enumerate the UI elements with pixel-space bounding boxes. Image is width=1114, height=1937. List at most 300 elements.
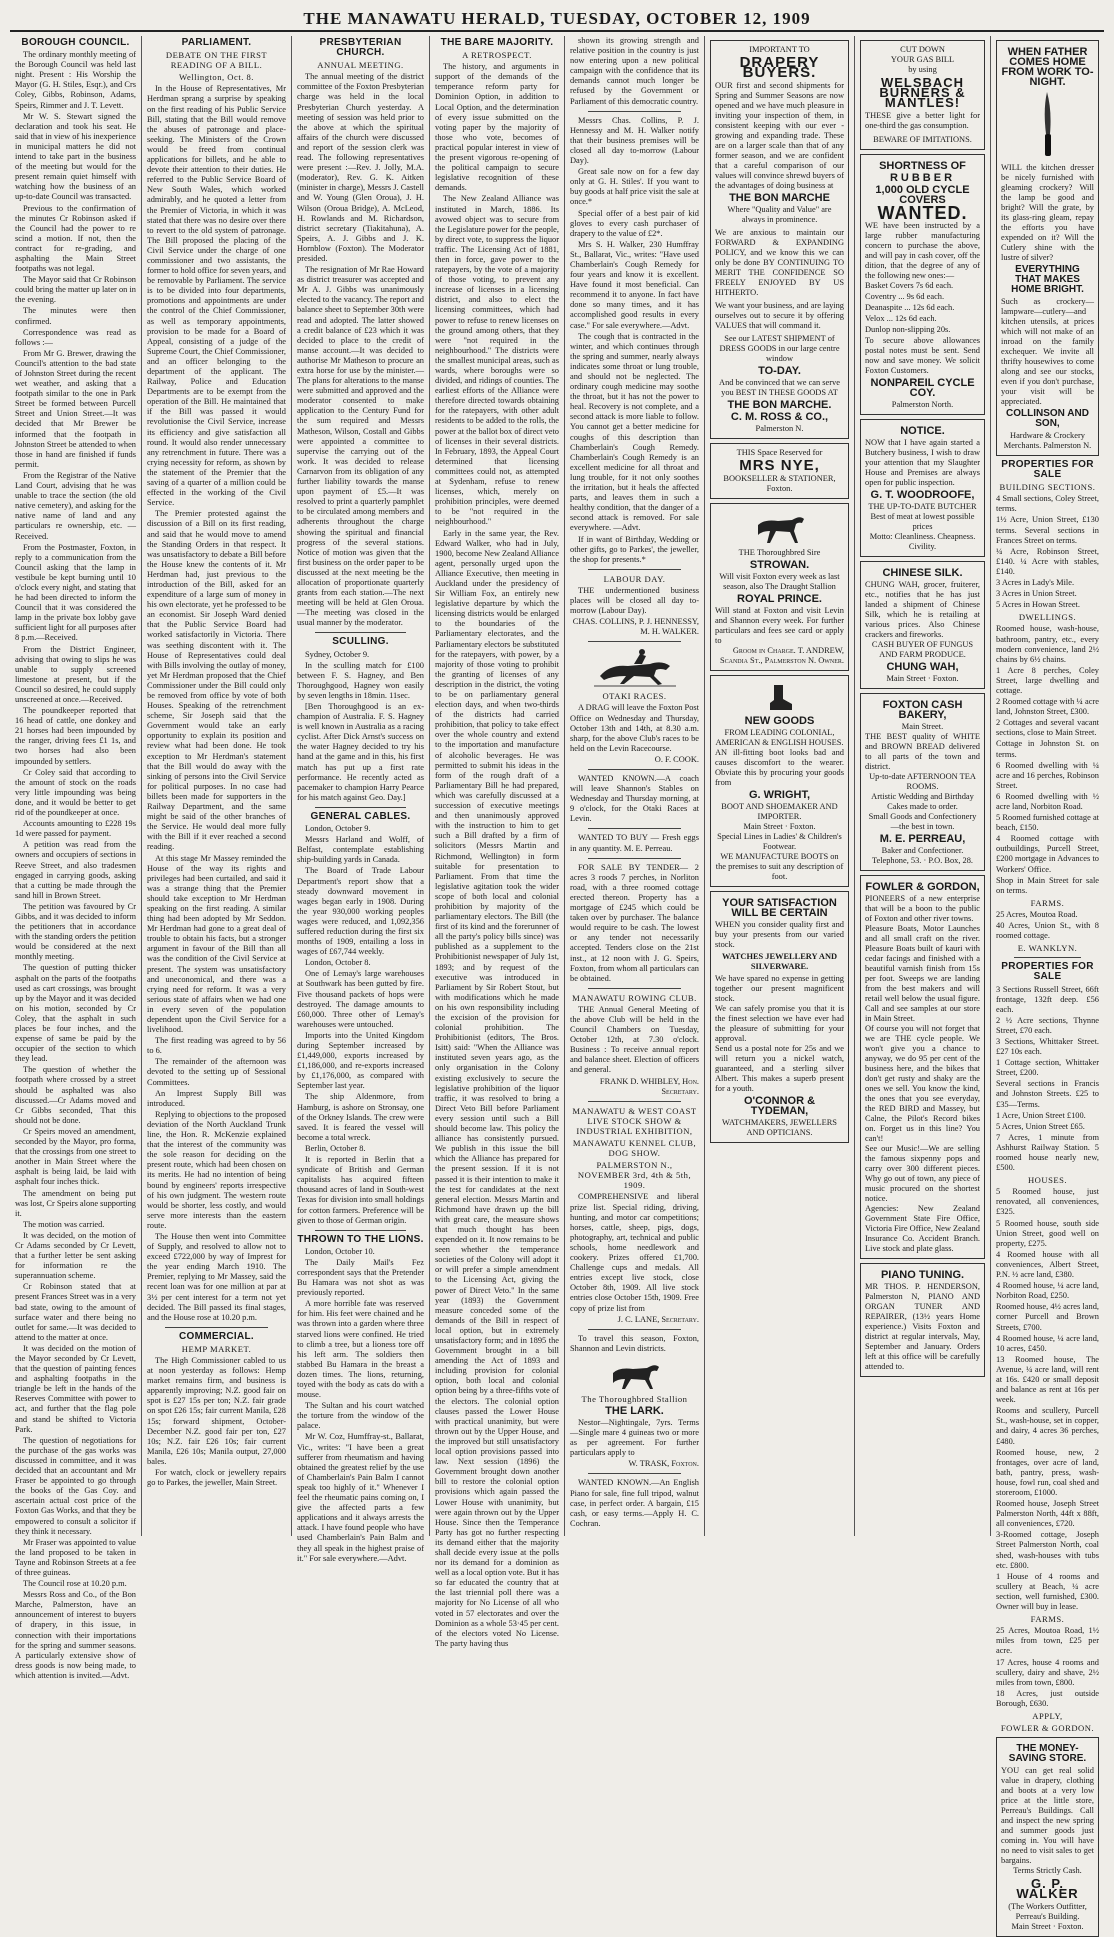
column-7	[855, 36, 991, 1536]
classified-ad: WANTED KNOWN.—A coach will leave Shannon's Stables on Wednesday and Thursday morning, at 9 o'clock, for the Otaki Races at Levin.	[570, 774, 699, 824]
ad-headline: FOXTON CASH BAKERY,	[882, 699, 963, 721]
paragraph: Cr Robinson stated that at present Frances Street was in a very bad state, owing to the amount of surface water and there being no outlet for same.—It was decided to attend to the matter at once.	[15, 1282, 136, 1342]
notice-text: The cough that is contracted in the winter, and which continues through the spring and summer, nearly always indicates some throat or lung trouble, and should not be neglected. The ordinary cough medicine may soothe the throat, but it has not the power to heal. Recovery is not complete, and a second attack is more liable to follow. You cannot get a better medicine for coughs of this description than Chamberlain's Cough Remedy. Chamberlain's Cough Remedy is an excellent medicine for all throat and lung trouble, for it not only soothes the irritation, but it heals the affected parts, and leaves them in such a healthy condition, that the danger of a second attack is removed. For sale everywhere. —Advt.	[570, 331, 699, 533]
fowler-gordon-ad	[860, 875, 985, 1259]
list-item: Roomed house, wash-house, bathroom, pantry, etc., every modern convenience, land 2½ chains by 6½ chains.	[996, 624, 1099, 664]
ad-place: Palmerston North.	[891, 400, 954, 409]
article-body	[570, 36, 699, 107]
paragraph: The House then went into Committee of Supply, and resolved to allow not to exceed £722,000 by way of Imprest for the year ending March 1910. The Premier, replying to Mr Massey, said the recent loan was for one million at par at 3½ per cent interest for a term not yet decided. The Bill passed its final stages, and the House rose at 10.20 p.m.	[147, 1231, 286, 1322]
divider	[315, 807, 406, 808]
list-item: 3 Sections Russell Street, 66ft frontage, 132ft deep. £56 each.	[996, 984, 1099, 1014]
mrs-nye-ad	[710, 443, 849, 499]
stallion-name-text: THE LARK.	[605, 1404, 664, 1417]
ad-text: Agencies: New Zealand Government State Fire Office, Victoria Fire Office, New Zealand Insurance Co. Accident Branch. Live stock and plate glass.	[865, 1204, 980, 1253]
ad-headline: WANTED.	[877, 203, 968, 223]
ad-text: We want your business, and are laying ourselves out to secure it by offering VALUES that will command it.	[715, 301, 844, 330]
ad-head: THE Thoroughbred Sire	[738, 548, 821, 557]
ad-text: Artistic Wedding and Birthday Cakes made to order.	[871, 792, 974, 811]
property-list	[996, 1626, 1099, 1709]
columns	[10, 36, 1104, 1932]
paragraph: It was decided on the motion of the Mayor seconded by Cr Levett, that the question of painting fences and asphalting footpaths in the triangle be left in the hands of the Reserves Committee with power to act, and further that the flag pole and stand be shifted to Victoria Park.	[15, 1343, 136, 1434]
article-title: GENERAL CABLES.	[310, 810, 411, 822]
ad-subtitle: BOOKSELLER & STATIONER,	[723, 474, 836, 483]
paragraph: From Mr G. Brewer, drawing the Council's attention to the bad state of Johnston Street during the recent wet weather, and asking that a footpath similar to the one in Park Street be formed between Purcell Street and Union Street.—It was decided that Mr Brewer be informed that the footpath in Johnston Street be attended to when those in hand are finished if funds permit.	[15, 348, 136, 469]
paragraph: Cr Speirs moved an amendment, seconded by the Mayor, pro forma, that the crossings from one street to another in Main Street where the asphalt is being laid, be laid with asphalt four inches thick.	[15, 1126, 136, 1187]
ad-headline: WHEN FATHER COMES HOME FROM WORK TO-NIGHT.	[1001, 46, 1094, 88]
ad-place: Main Street.	[901, 722, 944, 731]
article-subtitle: HEMP MARKET.	[181, 1343, 252, 1354]
ad-text: YOU can get real solid value in drapery, clothing and boots at a very low price at the little store, Perreau's Buildings. Call and inspect the new spring and summer goods just coming in. You will have no need to visit sales to get bargains.	[1001, 1766, 1094, 1866]
ad-text: Pleasure Boats, Motor Launches and all small craft on the river. Pleasure Boats built of kauri with cedar facings and finished with a beautiful varnish finish from 15s per foot. Sweeps we are landing from the best makers and will retail well below the usual figure. Call and see samples at our store in Main Street.	[865, 924, 980, 1023]
ad-text: Special Lines in Ladies' & Children's Footwear.	[717, 832, 842, 851]
ad-text: Where "Quality and Value" are always in prominence.	[727, 205, 832, 224]
ad-text: CASH BUYER OF FUNGUS AND FARM PRODUCE.	[871, 640, 974, 659]
notice-text: Great sale now on for a few day only at G. H. Stiles'. If you want to buy goods at half price visit the sale at once.*	[570, 167, 699, 207]
paragraph: The Mayor said that Cr Robinson could bring the matter up later on in the evening.	[15, 275, 136, 305]
article-body	[297, 650, 424, 803]
agent-name: E. WANKLYN.	[1017, 943, 1078, 954]
list-item: 3 Acres in Lady's Mile.	[996, 578, 1075, 588]
ad-text: NOW that I have again started a Butchery business, I wish to draw your attention that my Slaughter House and Premises are always open for public inspection.	[865, 438, 980, 487]
ad-text: Motto: Cleanliness. Cheapness. Civility.	[869, 532, 976, 551]
ad-subtitle: 1,000 OLD CYCLE COVERS	[875, 184, 970, 206]
horse-icon	[605, 1357, 665, 1391]
money-saving-store-ad	[996, 1737, 1099, 1937]
paragraph: One of Lemay's large warehouses at Southwark has been gutted by fire. Five thousand packets of hops were destroyed. The damage amounts to £60,000. Three other of Lemay's warehouses were untouched.	[297, 969, 424, 1029]
list-item: 25 Acres, Moutoa Road, 1½ miles from town, £25 per acre.	[996, 1626, 1099, 1656]
article-title: COMMERCIAL.	[179, 1330, 254, 1342]
paragraph: [Ben Thoroughgood is an ex-champion of Australia. F. S. Hagney is well known in Australia as a racing cyclist. After Dick Arnst's success on the water Hagney decided to try his hand at the game and in this, his first match has put up a first rate performance. He recently acted as pacemaker to champion Harry Pearce for his match against Geo. Day.]	[297, 702, 424, 802]
ad-subtitle: PALMERSTON N., NOVEMBER 3rd, 4th & 5th, 1909.	[577, 1160, 692, 1191]
horse-illustration	[715, 511, 844, 545]
paragraph: The Council rose at 10.20 p.m.	[23, 1579, 127, 1589]
collinson-ad	[996, 40, 1099, 456]
stallion-illustration	[570, 1357, 699, 1391]
notice-text: Messrs Chas. Collins, P. J. Hennessy and M. H. Walker notify that their business premises will be closed all day to-morrow (Labour Day).	[570, 115, 699, 166]
divider	[588, 769, 681, 770]
ad-text: We have spared no expense in getting together our present magnificent stock.	[715, 974, 844, 1003]
paragraph: The minutes were then confirmed.	[15, 306, 136, 326]
paragraph: Early in the same year, the Rev. Edward Walker, who had in July, 1900, become New Zealand Alliance agent, personally urged upon the Alliance Executive, then meeting in Auckland under the presidency of Sir William Fox, an entirely new legislative departure by which the licensing districts would be enlarged to the boundaries of the Parliamentary electorates, and the Parliamentary electors be substituted for the ratepayers, with power, by a majority of those voting to prohibit the granting of licenses of any description in the district, the voting to be on parliamentary general election days, and when two-thirds of the districts had carried prohibition, that policy to take effect over the whole country and extend to the importation and manufacture of alcoholic beverages. He was permitted to submit his ideas in the form of the rough draft of a Parliamentary Bill he had prepared, which was carefully discussed at a succession of executive meetings and then unanimously approved with the instruction to him to get such a Bill drafted by a firm of solicitors (Messrs Martin and Richmond, Wellington) in form suitable for presentation to Parliament. From that time the legislative agitation took the wider scope of both local and colonial prohibition by majority of the parliamentary electors. The Bill (the first of its kind and the forerunner of all the party's policy bills since) was published as a supplement to the Prohibitionist newspaper of July 1st, 1893; and by request of the executive was introduced in Parliament by Sir Robert Stout, but with modifications which he made on his own responsibility including the excision of the provision for colonial prohibition. The Prohibitionist (editors, The Bros. Isitt) said: "When the Alliance was instituted seven years ago, as the only organisation in the Colony existing exclusively to secure the legislative prohibition of the liquor traffic, it was resolved to bring a Direct Veto Bill before Parliament every session until such a Bill should become law. This policy the alliance has consistently pursued. We publish in this issue the bill which the Alliance has prepared for the present session. If it is not passed it is their intention to make it the test for candidates at the next general election. Messrs Martin and Richmond have drawn up the bill with great care, the measure shows that much thought has been expended on it. It now remains to be seen whether the temperance societies of the Colony will adopt it or will prefer a simple amendment to the Licensing Act, giving the power of Direct Veto." In the same year (1893) the Government measure conceded some of the demands of the Bill in respect of local option, but in extremely unsatisfactory form; and in 1895 the Government brought in a bill amending the Act of 1893 and including provision for colonial option, both local and colonial option being by a three-fifths vote of the electors. The colonial option clauses passed the Lower House with practical unanimity, but were thrown out by the Upper House, and the improved but still unsatisfactory local option provisions passed into law. Next session (1896) the Government brought down another bill to restore the colonial option provisions which again passed the Lower House with unanimity, but were again thrown out by the Upper House. Since then the Temperance Party has got no further respecting its demand either that the majority shall decide every issue at the polls nor its demand for a dominion as well as a local option vote. But it has so far educated the country that at the last triennial poll there was a majority for No License of all who voted in 57 electorates and over the Dominion as a whole 53·45 per cent. of the electors voted No License. The party having thus	[435, 528, 559, 1648]
list-item: 5 Roomed furnished cottage at beach, £150.	[996, 813, 1099, 833]
ad-signature: W. TRASK, Foxton.	[628, 1459, 699, 1469]
dateline: Wellington, Oct. 8.	[179, 72, 254, 83]
list-item: 5 Acres, Union Street £65.	[996, 1121, 1085, 1131]
ad-place: Main Street · Foxton.	[1011, 1922, 1084, 1932]
article-title: SCULLING.	[332, 636, 389, 648]
paragraph: At this stage Mr Massey reminded the House of the way its rights and privileges had been curtailed, and said it was a strange thing that the Premier should take exception to Mr Herdman speaking on the first reading. A similar thing had been adopted by Mr Seddon. Mr Herdman had gone to a great deal of trouble to obtain his facts, but a stronger argument in favour of the Bill than all was the condition of the Civil Service at present. The system was unsatisfactory and uneconomical, and there was a crying need for reform. It was a very serious state of affairs when we had one in every seven of the population dependent upon the Civil Service for a livelihood.	[147, 853, 286, 1035]
ad-subtitle: FROM LEADING COLONIAL, AMERICAN & ENGLISH HOUSES.	[715, 728, 844, 747]
ad-text: Send us a postal note for 25s and we will return you a nickel watch, guaranteed, and a sterling silver Albert. This makes a superb present for a youth.	[715, 1044, 844, 1093]
property-list	[996, 494, 1099, 610]
ad-headline: DRAPERY BUYERS.	[739, 54, 820, 81]
list-item: 6 Roomed dwelling with ¼ acre and 16 perches, Robinson Street.	[996, 760, 1099, 790]
ad-title: MANAWATU & WEST COAST LIVE STOCK SHOW & INDUSTRIAL EXHIBITION,	[572, 1105, 697, 1136]
ad-text: See our LATEST SHIPMENT of DRESS GOODS in our large centre window	[719, 334, 840, 363]
butcher-notice	[860, 419, 985, 557]
paragraph: Imports into the United Kingdom during September increased by £1,449,000, exports increased by £1,186,000, and re-exports increased by £1,176,000, as compared with September last year.	[297, 1030, 424, 1091]
masthead: THE MANAWATU HERALD, TUESDAY, OCTOBER 12, 1909	[10, 8, 1104, 32]
paragraph: Messrs Ross and Co., of the Bon Marche, Palmerston, have an announcement of interest to buyers of drapery, in this issue, in connection with their importations for the spring and summer seasons. A particularly extensive show of dress goods is now being made, to which attention is invited.—Advt.	[15, 1590, 136, 1680]
ad-text: Such as crockery—lampware—cutlery—and kitchen utensils, at prices which will not make of an inroad on the family exchequer. We invite all thrifty housewives to come along and see our stocks, even if you don't purchase, your visit will be appreciated.	[1001, 297, 1094, 406]
ad-place: Main Street · Foxton.	[743, 822, 816, 831]
notice-text: If in want of Birthday, Wedding or other gifts, go to Parkes', the jeweller, the shop for presents.*	[570, 534, 699, 564]
paragraph: The Premier protested against the discussion of a Bill on its first reading, and said that he would move to amend the Standing Orders in that respect. It was unsatisfactory to debate a Bill before the House knew the contents of it. Mr Herdman had, just previous to the introduction of the Bill, asked for an expenditure of a large sum of money in his own electorate, yet he professed to be an economist. Sir Joseph Ward denied that the Public Service Board had worked satisfactorily in Victoria. There was seething discontent with it. The House of Representatives could deal with Bills involving the outlay of money, yet Mr Herdman proposed that the Chief Commissioner under the Bill could only be removed from office by vote of both Houses. Speaking of the retrenchment scheme, Sir Joseph said that the Government would take an early opportunity to explain its position and review what had been done. He took exception to Mr Herdman's statement that the Bill would do away with the sinking of persons into the Civil Service for political purposes. In no case had billets been made for supporters in the Railway Department, and the same might be said of the other branches of the Service. He would deal more fully with the Bill if it ever reached a second reading.	[147, 509, 286, 852]
list-item: 2 Cottages and several vacant sections, close to Main Street.	[996, 718, 1099, 738]
paragraph: London, October 9.	[305, 824, 371, 834]
property-list	[996, 624, 1099, 895]
ad-text: (The Workers Outfitter, Perreau's Building.	[1008, 1902, 1087, 1922]
paragraph: Berlin, October 8.	[305, 1143, 366, 1153]
ad-headline: NOTICE.	[900, 425, 945, 437]
section-subtitle: HOUSES.	[1027, 1175, 1068, 1186]
list-item: Shop in Main Street for sale on terms.	[996, 875, 1099, 895]
ad-head: THIS Space Reserved for	[736, 448, 823, 457]
paragraph: In the House of Representatives, Mr Herdman sprang a surprise by speaking on the first reading of his Public Service Bill, stating that the Bill would remove the abuses of patronage and place-seeking. The Ministers of the Crown would be freed from continual applications for billets, and he able to devote their attention to their duties. He referred to the Public Service Board of New South Wales, which worked admirably, and he quoted a letter from the Premier of Victoria, in which it was stated that there was no desire over there to revert to the old system of patronage. The Bill proposed the placing of the Civil Service under the charge of one commissioner and two assistants, the former to hold office for seven years, and be removable by Parliament. The service is to be divided into four departments, promotions and appointments are under the control of the Chief Commissioner, as well as temporary appointments, provision to be made for a Board of Appeal, consisting of a judge of the Supreme Court, the Chief Commissioner, and an officer belonging to the department of the applicant. The Railway, Police and Education Departments are to be exempt from the operation of the Bill. He maintained that if the Bill was passed it would revolutionise the Civil Service, increase its efficiency and give satisfaction all round. It would also render unnecessary any retrenchment in future. There was a crying necessity for reform, as shown by the statement of the Premier that the saving of a quarter of a million could be effected in the working of the Civil Service.	[147, 84, 286, 508]
ad-title: The Thoroughbred Stallion	[581, 1393, 688, 1404]
ad-headline: NEW GOODS	[744, 715, 815, 727]
notice-text: Special offer of a best pair of kid gloves to every cash purchaser of drapery to the value of £2*.	[570, 208, 699, 238]
paragraph: Mr W. S. Stewart signed the declaration and took his seat. He said that in view of his inexperience in municipal matters he did not intend to take part in the business of the meeting but would for the present remain quiet himself with watching how the business of an up-to-date Council was transacted.	[15, 111, 136, 202]
list-item: Several sections in Francis and Johnston Streets. £25 to £35—Terms.	[996, 1079, 1099, 1109]
ad-text: Small Goods and Confectionery—the best in town.	[868, 812, 977, 831]
paragraph: Replying to objections to the proposed deviation of the North Auckland Trunk line, the Hon. R. McKenzie explained that the interest of the community was the sole reason for deciding on the present route, which had been chosen on its merits. He had no intention of being bound by engineers' reports irrespective of his own judgment. The western route would be shorter, less costly, and would serve more interests than the eastern route.	[147, 1109, 286, 1230]
firm-name: G. T. WOODROOFE,	[870, 489, 975, 501]
list-item: 17 Acres, house 4 rooms and scullery, dairy and shave, 2½ miles from town, £800.	[996, 1657, 1099, 1687]
paragraph: The petition was favoured by Cr Gibbs, and it was decided to inform the petitioners that in accordance with the standing orders the petition would be considered at the next monthly meeting.	[15, 901, 136, 962]
list-item: 13 Roomed house, The Avenue, ¼ acre land, will rent at 16s. £420 or small deposit and balance as rent at 16s per week.	[996, 1354, 1099, 1405]
divider	[588, 641, 681, 642]
firm-name: CHUNG WAH,	[886, 661, 959, 673]
list-item: Velox ... 12s 6d each.	[865, 314, 937, 323]
ad-text: COMPREHENSIVE and liberal prize list. Special riding, driving, hunting, and motor car competitions; horses, cattle, sheep, pigs, dogs, photography, art, technical and public schools, home needlework and cookery. Prizes offered £1,700. Challenge cups and medals. All entries except live stock, close October 8th, 1909. All live stock entries close October 15th, 1909. Free copy of prize list from	[570, 1192, 699, 1313]
list-item: 4 Roomed cottage with outbuildings, Purcell Street, £200 mortgage in Advances to Workers' Office.	[996, 834, 1099, 874]
ad-text: YOUR GAS BILL	[890, 55, 955, 64]
ad-text: We are anxious to maintain our FORWARD & EXPANDING POLICY, and we know this we can only be done BY CONTINUING TO MERIT THE CONFIDENCE SO FREELY ENJOYED BY US HITHERTO.	[715, 228, 844, 297]
firm-name: M. E. PERREAU,	[879, 833, 966, 845]
ad-text: CHUNG WAH, grocer, fruiterer, etc., notifies that he has just landed a shipment of Chinese Silk, which he is retailing at various prices. Also Chinese crackers and fireworks.	[865, 580, 980, 639]
ad-signature: O. F. COOK.	[654, 754, 699, 764]
divider	[588, 1329, 681, 1330]
divider	[315, 1230, 406, 1231]
article-title: PRESBYTERIAN CHURCH.	[319, 37, 402, 59]
bon-marche-ad	[710, 40, 849, 439]
paragraph: The Daily Mail's Fez correspondent says that the Pretender Bu Hamara was not shot as was previously reported.	[297, 1257, 424, 1298]
agent-name: FOWLER & GORDON.	[1000, 1723, 1095, 1734]
ad-title: MANAWATU KENNEL CLUB, DOG SHOW.	[572, 1138, 697, 1159]
horse-jockey-icon	[590, 646, 680, 688]
column-6	[705, 36, 855, 1536]
list-item: 5 Acres in Howan Street.	[996, 600, 1080, 610]
jewellers-ad	[710, 891, 849, 1143]
list-item: 5 Roomed house, south side Union Street, good well on property, £275.	[996, 1218, 1099, 1248]
classified-ad: WANTED TO BUY — Fresh eggs in any quantity. M. E. Perreau.	[570, 833, 699, 853]
ad-signature: CHAS. COLLINS, P. J. HENNESSY, M. H. WALKER.	[572, 617, 699, 637]
ad-title: OTAKI RACES.	[602, 691, 667, 702]
ad-place: Main Street · Foxton.	[886, 674, 959, 683]
ad-text: Will visit Foxton every week as last season, also The Draught Stallion	[719, 572, 840, 591]
paragraph: The motion was carried.	[23, 1219, 105, 1229]
article-body	[297, 824, 424, 1226]
paragraph: A petition was read from the owners and occupiers of sections in Reeve Street, and also tradesmen engaged in carrying goods, asking that a cutting be made through the sand hill in Brown Street.	[15, 840, 136, 900]
list-item: 1 Acre 8 perches, Coley Street, large dwelling and cottage.	[996, 665, 1099, 695]
paragraph: The history, and arguments in support of the demands of the temperance reform party for Dominion Option, in addition to Local Option, and the determination of every issue submitted on the voting paper by the majority of those who vote, becomes of practical popular interest in view of the present vigorous re-opening of the political campaign to secure legislative recognition of these demands.	[435, 62, 559, 193]
ad-subtitle: WATCHES JEWELLERY AND SILVERWARE.	[721, 952, 838, 971]
paragraph: From the Registrar of the Native Land Court, advising that he was unable to trace the section (the old native cemetery), and asking for the native name of land and any particulars re ownership, etc. —Received.	[15, 470, 136, 541]
list-item: 3 Acres in Union Street.	[996, 589, 1077, 599]
paragraph: An Imprest Supply Bill was introduced.	[147, 1088, 286, 1108]
racehorse-illustration	[570, 646, 699, 688]
ad-text: WE have been instructed by a large rubber manufacturing concern to purchase the above, and will pay in cash cover, off the dition, that the degree of any of the following new ones:—	[865, 221, 980, 280]
ad-place: Palmerston N.	[755, 424, 804, 433]
list-item: Rooms and scullery, Purcell St., wash-house, set in copper, and dairy, 4 acres 36 perches, £480.	[996, 1406, 1099, 1446]
paragraph: The Sultan and his court watched the torture from the window of the palace.	[297, 1401, 424, 1431]
firm-name: O'CONNOR & TYDEMAN,	[743, 1095, 816, 1117]
list-item: Dunlop non-slipping 20s.	[865, 325, 951, 334]
section-subtitle: FARMS.	[1030, 1614, 1065, 1625]
article-title: PARLIAMENT.	[181, 37, 252, 48]
ad-text: WATCHMAKERS, JEWELLERS AND OPTICIANS.	[722, 1118, 837, 1137]
section-subtitle: DWELLINGS.	[1018, 612, 1077, 623]
article-body	[147, 84, 286, 1322]
paragraph: The High Commissioner cabled to us at noon yesterday as follows: Hemp market remains firm, and business is apparently improving; N.Z. good fair on spot is £27 15s per ton; N.Z. fair grade on spot £26 15s; fair current Manila, £28 15s; forward shipment, October-December N.Z. good fair per ton, £27 10s; N.Z. fair £26 10s; fair current Manila, £26 10s; Manila output, 27,000 bales.	[147, 1356, 286, 1466]
list-item: 2 ½ Acre sections, Thynne Street, £70 each.	[996, 1015, 1099, 1035]
paragraph: The resignation of Mr Rae Howard as district treasurer was accepted and Mr A. J. Gibbs was unanimously elected to the vacancy. The report and balance sheet to September 30th were read and adopted. The latter showed a credit balance of £23 which it was decided to place to the credit of manse account.—It was decided to authorise Mr Matheson to procure an extra horse for use by the minister.—The plans for alterations to the manse were submitted and approved and the moderator consented to make application to the Century Fund for the sum required and Messrs Matheson, Wilson, Costall and Gibbs were appointed a committee to supervise the carrying out of the work. It was decided to release Carnarvon from its obligation of any further liability towards the manse upon payment of £5.—It was resolved to print a quarterly pamphlet to be circulated among members and adherents throughout the charge showing the spiritual and financial progress of the several stations. Notice of motion was given that the first business on the order paper to be discussed at the next meeting be the allocation of proportionate quarterly grants from each station.—The next meeting will be held at Glen Oroua.—The meeting was closed in the usual manner by the moderator.	[297, 265, 424, 628]
ad-signature: Groom in Charge. T. ANDREW, Scandia St., Palmerston N. Owner.	[719, 646, 844, 665]
divider	[588, 1473, 681, 1474]
ad-signature: FRANK D. WHIBLEY, Hon. Secretary.	[599, 1076, 699, 1096]
list-item: 4 Small sections, Coley Street, terms.	[996, 494, 1099, 514]
article-subtitle: DEBATE ON THE FIRST READING OF A BILL.	[165, 50, 268, 71]
ad-subtitle: THE UP-TO-DATE BUTCHER	[868, 502, 977, 511]
section-subtitle: FARMS.	[1030, 897, 1065, 908]
list-item: 3 Sections, Whittaker Street. £27 10s each.	[996, 1036, 1099, 1057]
paragraph: In the sculling match for £100 between F. S. Hagney, and Ben Thoroughgood, Hagney won easily by seven lengths in 18min. 11sec.	[297, 660, 424, 700]
firm-name: G. WRIGHT,	[748, 789, 811, 801]
classified-ad: WANTED KNOWN.—An English Piano for sale, fine full tripod, walnut case, in perfect order. A bargain, £15 cash, or easy terms.—Apply H. C. Cochran.	[570, 1478, 699, 1528]
article-body	[297, 72, 424, 628]
ad-text: WILL the kitchen dresser be nicely furnished with gleaming crockery? Will the lamp be good and bright? Will the grate, by its glass-ring gleam, repay the efforts you have expended on it? Will the Cutlery shine with the lustre of silver?	[1001, 163, 1094, 262]
list-item: 6 Roomed dwelling with ½ acre land, Norbiton Road.	[996, 791, 1099, 811]
knife-illustration	[1001, 90, 1094, 160]
ad-text: Telephone, 53. · P.O. Box, 28.	[871, 856, 974, 865]
ad-text: OUR first and second shipments for Spring and Summer Seasons are now opened and we have much pleasure in inviting your inspection of them, in consistent keeping with our ever - growing and expanding trade. These are on a larger scale than that of any former season, and we are confident that a careful comparison of our values will convince shrewd buyers of the advantages of doing business at	[715, 81, 844, 190]
draught-horse-icon	[752, 511, 808, 545]
article-title: THROWN TO THE LIONS.	[297, 1233, 424, 1245]
ad-headline: RUBBER	[889, 172, 956, 184]
paragraph: shown its growing strength and relative position in the country is just now entering upon a new political campaign with the confidence that its demands cannot much longer be refused by the Government or Parliament of this democratic country.	[570, 36, 699, 106]
paragraph: From the Postmaster, Foxton, in reply to a communication from the Council asking that the lamp in vestibule be kept burning until 10 o'clock every night, and stating that he had been directed to inform the Council that it was considered the lamp in the private box lobby gave sufficient light for all purposes after 8 p.m.—Received.	[15, 542, 136, 643]
ad-text: MR THOS. P. HENDERSON, Palmerston N, PIANO AND ORGAN TUNER AND REPAIRER, (13½ years Home experience.) Visits Foxton and district at regular intervals, May, September and January. Orders left at this office will be carefully attended to.	[865, 1282, 980, 1371]
paragraph: Mr Fraser was appointed to value the land proposed to be taken in Tayne and Robinson Streets at a fee of three guineas.	[15, 1537, 136, 1577]
divider	[588, 111, 681, 112]
paragraph: For watch, clock or jewellery repairs go to Parkes, the jeweller, Main Street.	[147, 1468, 286, 1488]
ad-text: BOOT AND SHOEMAKER AND IMPORTER.	[721, 802, 838, 821]
list-item: Cottage in Johnston St. on terms.	[996, 739, 1099, 759]
ad-text: Will stand at Foxton and visit Levin and Shannon every week. For further particulars and fees see card or apply to	[715, 606, 844, 645]
paragraph: Messrs Harland and Wolff, of Belfast, contemplate establishing ship-building yards in Canada.	[297, 835, 424, 865]
piano-ad	[860, 1263, 985, 1377]
ad-head: CUT DOWN	[900, 45, 945, 54]
rubber-ad	[860, 154, 985, 415]
ad-headline: YOUR SATISFACTION WILL BE CERTAIN	[722, 897, 837, 919]
column-1	[10, 36, 142, 1680]
list-item: 7 Acres, 1 minute from Ashhurst Railway Station. 5 roomed house nearly new, £500.	[996, 1132, 1099, 1173]
ad-text: To secure above allowances postal notes must be sent. Send now and save money. We solicit Foxton Customers.	[865, 336, 980, 375]
firm-name: COLLINSON AND SON,	[1006, 408, 1089, 429]
ad-text: THE BEST quality of WHITE and BROWN BREAD delivered to all parts of the town and district.	[865, 732, 980, 771]
divider	[1014, 957, 1081, 958]
divider	[588, 988, 681, 989]
boot-illustration	[715, 683, 844, 713]
price-list	[865, 281, 980, 335]
section-subtitle: BUILDING SECTIONS.	[999, 482, 1096, 493]
divider	[588, 1101, 681, 1102]
ad-headline: PIANO TUNING.	[880, 1269, 965, 1281]
stallion-name	[570, 1406, 699, 1416]
article-body	[297, 1247, 424, 1564]
section-title: PROPERTIES FOR SALE	[1001, 459, 1094, 481]
list-item: 18 Acres, just outside Borough, £630.	[996, 1688, 1099, 1708]
list-item: 2 Roomed cottage with ¼ acre land, Johnston Street, £300.	[996, 697, 1099, 717]
paragraph: From the District Engineer, advising that owing to slips he was unable to supply screened limestone at present, but if the Council so desired, he could supply unscreened at once.—Received.	[15, 644, 136, 704]
divider	[588, 828, 681, 829]
classified-ad: FOR SALE BY TENDER— 2 acres 3 roods 7 perches, in Norliton road, with a three roomed cottage erected thereon. Property has a mortgage of £245 which could be taken over by purchaser. The balance would require to be cash. The lowest or any tender not necessarily accepted. Tenders close on the 21st inst., at 12 noon with J. G. Speirs, Foxton, from whom all particulars can be obtained.	[570, 862, 699, 983]
column-4	[430, 36, 565, 1648]
ad-head: SHORTNESS OF	[879, 160, 966, 172]
paragraph: The New Zealand Alliance was instituted in March, 1886. Its avowed object was to secure from the Legislature power for the people, by direct vote, to suppress the liquor traffic. The Licensing Act of 1881, then in force, gave power to the ratepayers, by the vote of a majority of those voting, to prevent any increase of licenses in a licensing district, and also to elect the licensing committees, which had power to refuse to renew licenses on the ground among others, that they were "not required in the neighbourhood." The districts were the smallest municipal areas, such as wards, where boroughs were so divided, and ridings of counties. The earliest efforts of the Alliance were therefore directed towards obtaining for the ratepayers, with other adult residents to be added to the rolls, the power at the ballot box of direct veto of licenses in their several districts. In February, 1893, the Appeal Court determined that licensing committees could not, as attempted at Sydenham, refuse to renew licenses, which, merely on prohibition principles, were deemed to be "not required in the neighbourhood."	[435, 194, 559, 527]
paragraph: The amendment on being put was lost, Cr Speirs alone supporting it.	[15, 1188, 136, 1218]
firm-name: C. M. ROSS & CO.,	[730, 411, 829, 423]
list-item: Roomed house, 4½ acres land, corner Purcell and Brown Streets, £700.	[996, 1302, 1099, 1332]
firm-name: G. P. WALKER	[1016, 1876, 1079, 1902]
ad-text: THE undermentioned business places will be closed all day to-morrow (Labour Day).	[570, 585, 699, 616]
boot-icon	[765, 683, 795, 713]
list-item: ¼ Acre, Robinson Street, £140. ¼ Acre with stables, £140.	[996, 546, 1099, 576]
ad-text: See our Music!—We are selling the famous sixpenny pops and carry over 300 different pieces. Why go out of town, any piece of music procured on the shortest notice.	[865, 1144, 980, 1203]
ad-text: by using	[908, 65, 937, 74]
ad-text: WHEN you consider quality first and buy your presents from our varied stock.	[715, 920, 844, 949]
ad-text: THESE give a better light for one-third the gas consumption.	[865, 111, 980, 130]
paragraph: The ship Aldenmore, from Hamburg, is ashore on Stronsay, one of the Orkney Islands. The crew were saved. It is feared the vessel will become a total wreck.	[297, 1092, 424, 1142]
divider	[588, 858, 681, 859]
list-item: 5 Roomed house, just renovated, all conveniences, £325.	[996, 1187, 1099, 1217]
article-body	[435, 62, 559, 1649]
list-item: Coventry ... 9s 6d each.	[865, 292, 945, 301]
list-item: 40 Acres, Union St., with 8 roomed cottage.	[996, 921, 1099, 941]
article-title: THE BARE MAJORITY.	[440, 37, 554, 48]
divider	[165, 1327, 268, 1328]
property-list	[996, 910, 1099, 941]
firm-name: FOWLER & GORDON,	[865, 881, 980, 893]
ad-emphasis: TO-DAY.	[758, 365, 801, 377]
paragraph: The poundkeeper reported that 16 head of cattle, one donkey and 21 horses had been impounded by the ranger, driving fees £1 1s, and two horses had also been impounded by settlers.	[15, 706, 136, 766]
ad-headline: ROYAL PRINCE.	[737, 593, 822, 605]
ad-text: WE MANUFACTURE BOOTS on the premises to suit any description of foot.	[715, 852, 844, 881]
paragraph: The question of putting thicker asphalt on the parts of the footpaths used as cart crossings, was brought up by the Mayor and it was decided on his motion, seconded by Cr Coley, that the asphalt in such places be four inches, and the expense of same be paid by the occupier of the section to which they lead.	[15, 963, 136, 1064]
ad-text: A DRAG will leave the Foxton Post Office on Wednesday and Thursday, October 13th and 14th, at 8.30 a.m. sharp, for the above Club's races to be held on the Levin Racecourse.	[570, 703, 699, 753]
ad-headline: WELSBACH BURNERS & MANTLES!	[879, 75, 966, 110]
divider	[315, 632, 406, 633]
strowan-ad	[710, 503, 849, 671]
ad-text: Nestor—Nightingale, 7yrs. Terms—Single mare 4 guineas two or more as per agreement. For further particulars apply to	[570, 1417, 699, 1458]
article-body	[147, 1356, 286, 1488]
paragraph: London, October 10.	[305, 1246, 375, 1256]
ad-text: Baker and Confectioner.	[881, 846, 964, 855]
ad-text: Up-to-date AFTERNOON TEA ROOMS.	[869, 772, 976, 791]
paragraph: It is reported in Berlin that a syndicate of British and German capitalists has acquired fifteen thousand acres of land in South-west Texas for division into small holdings for cotton farmers. Preference will be given to those of German origin.	[297, 1155, 424, 1225]
ad-text: Of course you will not forget that we are THE cycle people. We won't give you a chance to anyway, we do 95 per cent of the business here, and the bikes that don't get rusty and shaky are the ones we sell. You know the kind, the ones that you see everyday, the RED BIRD and Massey, but Calne, the Pilot's Record bikes on. Forget us in this line? You can't!	[865, 1024, 980, 1143]
ad-text: We can safely promise you that it is the finest selection we have ever had the pleasure of submitting for your approval.	[715, 1004, 844, 1043]
paragraph: The annual meeting of the district committee of the Foxton Presbyterian charge was held in the local Presbyterian Church yesterday. A meeting of session was held prior to the above at which the spiritual affairs of the church were discussed and report of the session clerk was read. The following representatives were present :—Rev. J. Jolly, M.A. (moderator), Rev. G. K. Aitken (minister in charge), Messrs J. Castell and W. Young (Glen Oroua), J. H. Wilson (Oroua Bridge), A. McLeod, H. Rowlands and M. Richardson, district secretary (Tiakitahuna), A. Speirs, A. J. Gibbs and J. K. Hornblow (Foxton). The Moderator presided.	[297, 72, 424, 263]
paragraph: The first reading was agreed to by 56 to 6.	[147, 1036, 286, 1056]
paragraph: The question of whether the footpath where crossed by a street should be asphalted was also discussed.—Cr Adams moved and Cr Gibbs seconded, That this should not be done.	[15, 1065, 136, 1125]
ad-subtitle: EVERYTHING THAT MAKES HOME BRIGHT.	[1011, 264, 1084, 295]
article-body	[15, 50, 136, 1681]
list-item: Basket Covers 7s 6d each.	[865, 281, 954, 290]
paragraph: The remainder of the afternoon was devoted to the setting up of Sessional Committees.	[147, 1057, 286, 1087]
ad-title: LABOUR DAY.	[603, 573, 666, 584]
paragraph: The Board of Trade Labour Department's report show that a steady downward movement in wages began early in 1908. During the year 930,000 working peoples wages were reduced, and 1,092,356 suffered reduction during the first six months of 1909, entailing a loss in wages of £67,744 weekly.	[297, 866, 424, 957]
article-title: BOROUGH COUNCIL.	[21, 37, 130, 48]
paragraph: Accounts amounting to £228 19s 1d were passed for payment.	[15, 819, 136, 839]
store-name: THE BON MARCHE	[729, 192, 830, 204]
ad-text: THE Annual General Meeting of the above Club will be held in the Council Chambers on Tuesday, October 12th, at 7.30 o'clock. Business : To receive annual report and balance sheet. Election of officers and general.	[570, 1004, 699, 1075]
ad-text: Hardware & Crockery Merchants. Palmerston N.	[1003, 431, 1092, 450]
list-item: 1 Cottage section, Whittaker Street, £200.	[996, 1058, 1099, 1078]
list-item: 4 Roomed house with all conveniences, Albert Street, P.N. ½ acre land, £380.	[996, 1249, 1099, 1280]
wright-boots-ad	[710, 675, 849, 887]
property-list	[996, 1187, 1099, 1612]
chinese-silk-ad	[860, 561, 985, 689]
firm-name: NONPAREIL CYCLE COY.	[870, 377, 975, 399]
column-2	[142, 36, 292, 1536]
store-name: THE BON MARCHE.	[727, 399, 832, 411]
ad-text: PIONEERS of a new enterprise that will be a boon to the public of Foxton and other river towns.	[865, 894, 980, 923]
notice-text: Mrs S. H. Walker, 230 Humffray St., Ballarat, Vic., writes: "Have used Chamberlain's Cough Remedy for four years and know it is excellent. Have found it most beneficial. Can recommend it to anyone. In fact have done so many times, and it has accomplished good results in every case." For sale everywhere.—Advt.	[570, 239, 699, 330]
column-3	[292, 36, 430, 1563]
section-title: PROPERTIES FOR SALE	[1001, 961, 1094, 983]
ad-headline: CHINESE SILK.	[882, 567, 963, 579]
ad-headline: STROWAN.	[749, 559, 810, 571]
list-item: 1 Acre, Union Street £100.	[996, 1110, 1086, 1120]
paragraph: Correspondence was read as follows :—	[15, 327, 136, 347]
list-item: Deanaspite ... 12s 6d each.	[865, 303, 955, 312]
ad-warning: BEWARE OF IMITATIONS.	[873, 135, 972, 144]
paragraph: The question of negotiations for the purchase of the gas works was discussed in committee, and it was decided that an accountant and Mr Fraser be appointed to go through the books of the Gas Coy. and ascertain actual cost price of the Foxton Gas Works, and that they be empowered to consult a solicitor if they think it necessary.	[15, 1435, 136, 1536]
list-item: 25 Acres, Moutoa Road.	[996, 909, 1078, 919]
article-subtitle: A RETROSPECT.	[462, 50, 532, 61]
list-item: 1½ Acre, Union Street, £130 terms. Several sections in Frances Street on terms.	[996, 515, 1099, 545]
ad-text: AN ill-fitting boot looks bad and causes discomfort to the wearer. Obviate this by procuring your goods from	[715, 748, 844, 787]
paragraph: The ordinary monthly meeting of the Borough Council was held last night. Present : His Worship the Mayor (G. H. Stiles, Esqr.), and Crs Coley, Gibbs, Robinson, Adams, Speirs, Rimmer and J. T. Levett.	[15, 50, 136, 110]
list-item: 1 House of 4 rooms and scullery at Beach, ¼ acre section, well furnished, £300. Owner will buy in lease.	[996, 1571, 1099, 1612]
ad-headline: THE MONEY-SAVING STORE.	[1008, 1743, 1087, 1765]
paragraph: London, October 8.	[305, 958, 371, 968]
ad-title: MANAWATU ROWING CLUB.	[572, 992, 697, 1003]
paragraph: Mr W. Coz, Humffray-st., Ballarat, Vic., writes: "I have been a great sufferer from rheumatism and having obtained the greatest relief by the use of Chamberlain's Pain Balm I cannot speak too highly of it." Whenever I feel the rheumatic pains coming on, I give the affected parts a few applications and it always arrests the attack. I have found people who have used Chamberlain's Pain Balm and they all speak in the highest praise of it." For sale everywhere.—Advt.	[297, 1432, 424, 1563]
list-item: 4 Roomed house, ¼ acre land, 10 acres, £450.	[996, 1333, 1099, 1353]
list-item: 4 Roomed house, ¼ acre land, Norbiton Road, £250.	[996, 1281, 1099, 1301]
bakery-ad	[860, 693, 985, 871]
paragraph: A more horrible fate was reserved for him. His feet were chained and he was thrown into a garden where three starved lions were confined. He tried to climb a tree, but a lioness tore off his left arm. The soldiers then stabbed Bu Hamara in the breast a dozen times. The lions, returning, toyed with the body as cats do with a mouse.	[297, 1299, 424, 1400]
carving-knife-icon	[1038, 90, 1058, 160]
divider	[588, 569, 681, 570]
paragraph: Previous to the confirmation of the minutes Cr Robinson asked if the Council had the power to re scind a motion. If not, then the contract for re-grading, and asphalting the Main Street footpaths was not legal.	[15, 203, 136, 274]
list-item: Roomed house, new, 2 frontages, over acre of land, bath, pantry, press, wash-house, fowl run, coal shed and storeroom, £1000.	[996, 1447, 1099, 1497]
ad-text: Best of meat at lowest possible prices	[870, 512, 975, 531]
paragraph: Cr Coley said that according to the amount of stock on the roads very little impounding was being done, and it would be better to get rid of the poundkeeper at once.	[15, 767, 136, 818]
